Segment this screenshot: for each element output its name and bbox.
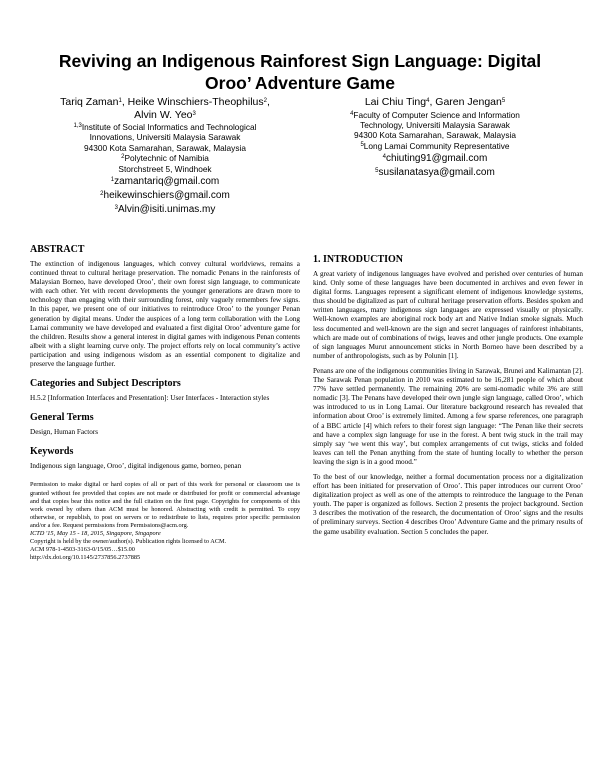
paper-title — [30, 50, 570, 94]
abstract-text: The extinction of indigenous languages, which convey cultural worldviews, remains a continued threat to cultural heritage preservation. The nomadic Penans in the rainforests of Malaysian Borneo, have developed Oroo’, their own forest sign language, to communicate with each other. Yet with recent developments the younger generations are drawn more to technology than engaging with their surrounding forest, only vaguely remembers few signs. In this paper, we present one of our initiatives to reintroduce Oroo’ to the younger Penan generation by digital means. Under the auspices of a long term collaboration with the Long Lamai community we have developed and evaluated a first digital Oroo’ adventure game for the children. Results show a general interest in digital games with indigenous Penan contents albeit with a slight learning curve only. The project efforts rely on local community’s active participation and using indigenous wisdom as an essential component to digitalize and preserve the language further. — [30, 260, 300, 369]
intro-paragraph-1: A great variety of indigenous languages have evolved and perished over centuries of human kind. Only some of these languages have been documented in archives and even fewer in digital forms. Languages represent a significant element of indigenous knowledge systems, thus should be digitalized as part of cultural heritage preservation efforts. Besides spoken and written languages, many indigenous sign languages are expressed visually or physically. Well-known examples are aboriginal rock body art and Native Indian smoke signals. Much less documented and well-known are the sign and secret languages of rainforest inhabitants, which are made out of combinations of twigs, leaves and other jungle products. One example of sign languages Murut announcement sticks in North Borneo have been described by a number of anthropologists, such as by Polunin [1]. — [313, 270, 583, 360]
isbn-line: ACM 978-1-4503-3163-0/15/05…$15.00 — [30, 546, 135, 554]
doi-link[interactable]: http://dx.doi.org/10.1145/2737856.2737885 — [30, 554, 141, 562]
permission-block — [30, 481, 300, 562]
keywords-heading: Keywords — [30, 446, 74, 458]
author-block-right — [300, 96, 570, 179]
right-column — [313, 244, 583, 543]
left-column — [30, 244, 300, 562]
email-yeo: $^3$Alvin@isiti.unimas.my — [114, 204, 216, 216]
author-names-right: Lai Chiu Ting$^4$, Garen Jengan$^5$ — [364, 96, 506, 108]
conference-info: ICTD '15, May 15 - 18, 2015, Singapore, Singapore — [30, 529, 161, 537]
keywords-text: Indigenous sign language, Oroo’, digital indigenous game, borneo, penan — [30, 462, 242, 471]
categories-heading: Categories and Subject Descriptors — [30, 378, 181, 390]
author-names-line-1: Tariq Zaman$^1$, Heike Winschiers-Theophilus$^2$, — [60, 96, 270, 108]
affiliation-left: $^{1,3}$Institute of Social Informatics and Technological Innovations, Universiti Malaysia Sarawak 94300 Kota Samarahan, Sarawak, Malaysia $^2$Polytechnic of Namibia Storchstreet 5, Windhoek — [73, 122, 257, 174]
abstract-heading: ABSTRACT — [30, 244, 85, 255]
title-line-1: Reviving an Indigenous Rainforest Sign Language: Digital — [58, 51, 542, 71]
general-terms-text: Design, Human Factors — [30, 428, 99, 437]
introduction-heading: 1. INTRODUCTION — [313, 254, 404, 265]
categories-text: H.5.2 [Information Interfaces and Presentation]: User Interfaces - Interaction styles — [30, 394, 270, 403]
email-ting: $^4$chiuting91@gmail.com — [382, 153, 488, 165]
intro-paragraph-3: To the best of our knowledge, neither a formal documentation process nor a digitalization effort has been initiated for preservation of Oroo’. This paper introduces our current Oroo’ digitalization project as well as one of the attempts to reintroduce the language to the Penan youth. The paper is organized as follows. Section 2 presents the project background. Section 3 describes the motivation of the research, the documentation of Oroo’ signs and the results of preliminary surveys. Section 4 describes Oroo’ Adventure Game and the primary results of the game usability evaluation. Section 5 concludes the paper. — [313, 472, 583, 536]
general-terms-heading: General Terms — [30, 412, 94, 424]
affiliation-right: $^4$Faculty of Computer Science and Information Technology, Universiti Malaysia Sarawak 94300 Kota Samarahan, Sarawak, Malaysia $^5$Long Lamai Community Representative — [350, 109, 520, 151]
email-zaman: $^1$zamantariq@gmail.com — [110, 176, 220, 188]
email-jengan: $^5$susilanatasya@gmail.com — [375, 167, 495, 179]
title-line-2: Oroo’ Adventure Game — [205, 73, 395, 93]
email-winschiers: $^2$heikewinschiers@gmail.com — [100, 190, 230, 202]
author-names-line-2: Alvin W. Yeo$^3$ — [134, 108, 196, 121]
copyright-notice: Copyright is held by the owner/author(s). Publication rights licensed to ACM. — [30, 538, 227, 546]
author-block-left — [30, 96, 300, 216]
permission-text: Permission to make digital or hard copies of all or part of this work for personal or classroom use is granted without fee provided that copies are not made or distributed for profit or commercial advantage and that copies bear this notice and the full citation on the first page. Copyrights for components of this work owned by others than ACM must be honored. Abstracting with credit is permitted. To copy otherwise, or republish, to post on servers or to redistribute to lists, requires prior specific permission and/or a fee. Request permissions from Permissions@acm.org. — [30, 481, 300, 529]
intro-paragraph-2: Penans are one of the indigenous communities living in Sarawak, Brunei and Kalimantan [2]. The Sarawak Penan population in 2010 was estimated to be 16,281 people of which about 77% have settled permanently. The remaining 20% are semi-nomadic while 3% are still nomadic [3]. The Penans have developed their own jungle sign language, called Oroo’, which was introduced to us in Long Lamai. Our literature background research has revealed that information about Oroo’ is extremely limited. Among a few sparse references, one paragraph of a BBC article [4] which refers to their forest sign language: “The Penan like their secrets and have a complex sign language for use in the forest. A bent twig stuck in the trail may simply say ‘we went this way’, but complex arrangements of cut twigs, sticks and folded leaves can tell the Penan anything from the state of hunting locally to whether the person leaving the sign is in a good mood.” — [313, 366, 583, 466]
